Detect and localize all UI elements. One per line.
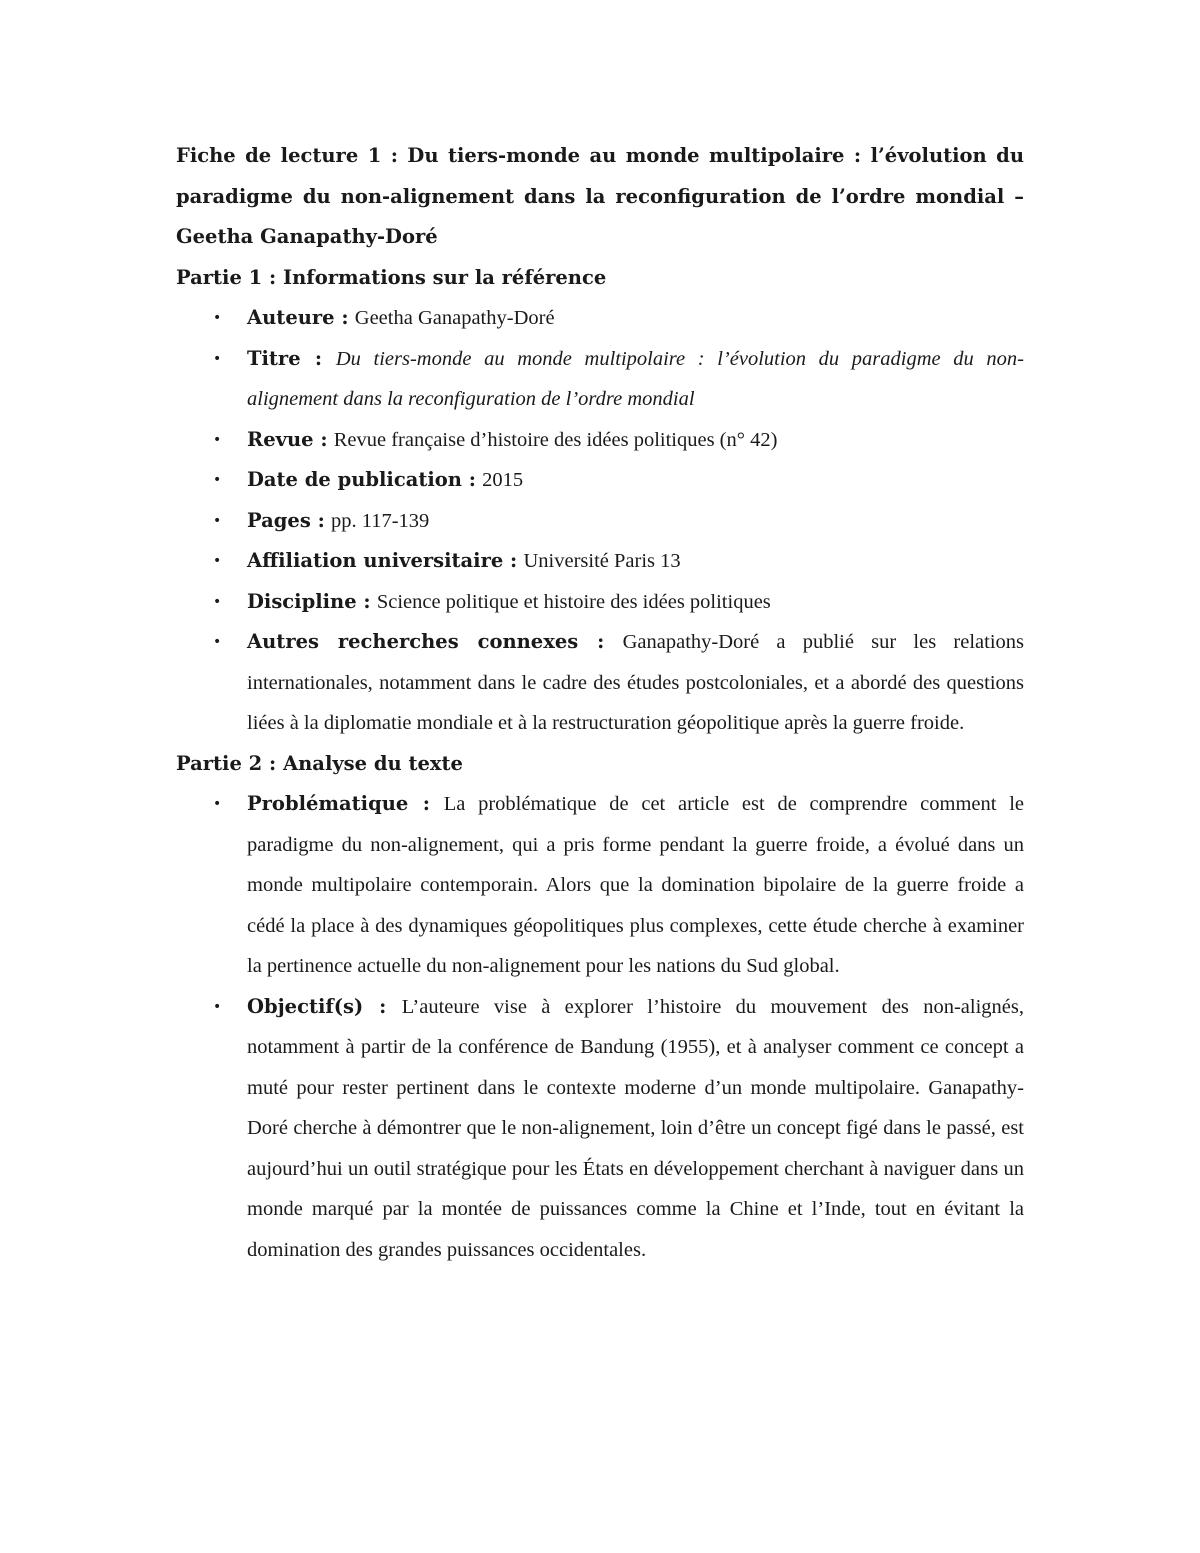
title-value: Du tiers-monde au monde multipolaire : l’évolution du paradigme du non-alignement dans la reconfiguration de l’ordre mondial [247,347,1024,410]
bullet-icon: • [213,593,222,610]
text-analysis-list [176,784,1024,1270]
date-label: Date de publication : [247,468,476,491]
author-value: Geetha Ganapathy-Doré [354,307,555,329]
bullet-icon: • [213,350,222,367]
part1-heading: Partie 1 : Informations sur la référence [176,265,607,289]
list-item-title [176,339,1024,420]
related-research-value: Ganapathy-Doré a publié sur les relations internationales, notamment dans le cadre des études postcoloniales, et a abordé des questions liées à la diplomatie mondiale et à la restructuration géopolitique après la guerre froide. [247,631,1025,734]
pages-value: pp. 117-139 [330,509,430,532]
objectifs-label: Objectif(s) : [247,994,387,1018]
discipline-label: Discipline : [247,589,371,613]
list-item-date [176,460,1024,501]
list-item-pages [176,501,1024,542]
list-item-discipline [176,582,1024,623]
bullet-icon: • [213,472,222,488]
list-item-journal [176,420,1024,461]
related-research-label: Autres recherches connexes : [247,630,605,653]
affiliation-value: Université Paris 13 [523,550,681,572]
pages-label: Pages : [247,508,325,532]
author-label: Auteure : [247,306,349,329]
list-item-problematique [176,784,1024,987]
list-item-author [176,298,1024,339]
bullet-icon: • [213,553,222,569]
bullet-icon: • [213,998,222,1015]
objectifs-value: L’auteure vise à explorer l’histoire du mouvement des non-alignés, notamment à partir de la conférence de Bandung (1955), et à analyser comment ce concept a muté pour rester pertinent dans le contexte moderne d’un monde multipolaire. Ganapathy-Doré cherche à démontrer que le non-alignement, loin d’être un concept figé dans le passé, est aujourd’hui un outil stratégique pour les États en développement cherchant à naviguer dans un monde marqué par la montée de puissances comme la Chine et l’Inde, tout en évitant la domination des grandes puissances occidentales. [247,995,1024,1261]
document-title: Fiche de lecture 1 : Du tiers-monde au monde multipolaire : l’évolution du paradigme du non-alignement dans la reconfiguration de l’ordre mondial – Geetha Ganapathy-Doré [176,144,1024,248]
list-item-affiliation [176,541,1024,582]
list-item-objectifs [176,987,1024,1271]
bullet-icon: • [213,796,222,812]
problematique-value: La problématique de cet article est de comprendre comment le paradigme du non-alignement, qui a pris forme pendant la guerre froide, a évolué dans un monde multipolaire contemporain. Alors que la domination bipolaire de la guerre froide a cédé la place à des dynamiques géopolitiques plus complexes, cette étude cherche à examiner la pertinence actuelle du non-alignement pour les nations du Sud global. [247,793,1025,977]
discipline-value: Science politique et histoire des idées politiques [376,590,771,613]
date-value: 2015 [482,469,524,491]
journal-value: Revue française d’histoire des idées politiques (n° 42) [333,428,778,451]
journal-label: Revue : [247,427,328,451]
affiliation-label: Affiliation universitaire : [247,549,518,572]
bullet-icon: • [213,431,222,448]
part2-heading: Partie 2 : Analyse du texte [176,751,463,775]
title-label: Titre : [247,346,323,370]
document-page [176,136,1024,1270]
bullet-icon: • [213,512,222,529]
bullet-icon: • [213,634,222,650]
reference-info-list [176,298,1024,744]
list-item-related-research [176,622,1024,744]
bullet-icon: • [213,310,222,326]
problematique-label: Problématique : [247,792,430,815]
